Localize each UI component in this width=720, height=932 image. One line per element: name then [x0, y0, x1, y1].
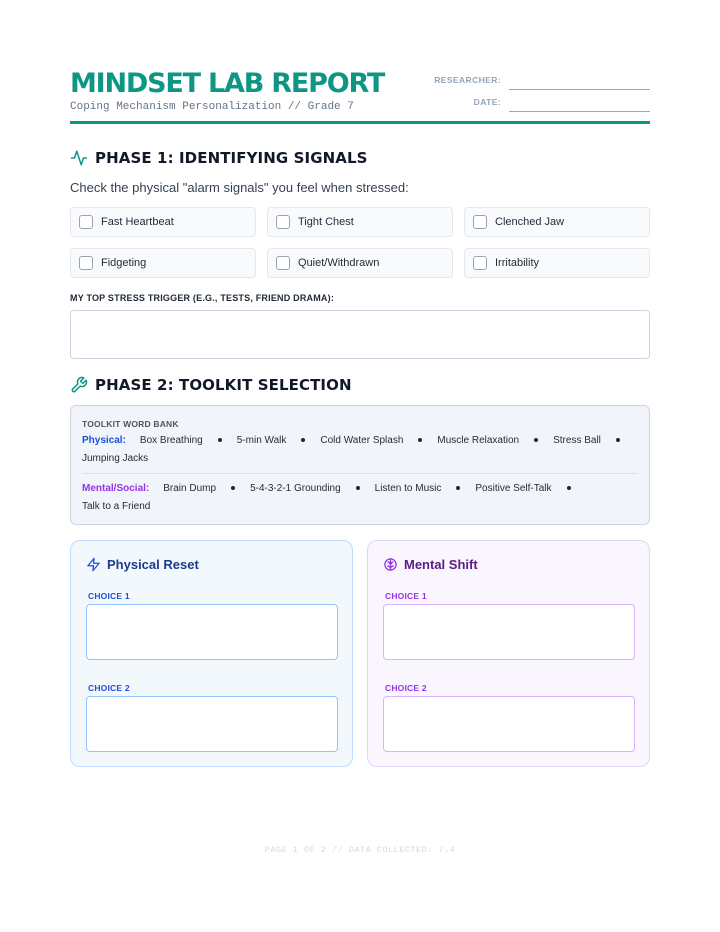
mental-choice-2-input[interactable]: [383, 696, 635, 752]
researcher-label: RESEARCHER:: [434, 75, 501, 85]
card-title: Mental Shift: [404, 556, 478, 572]
signal-label: Fidgeting: [101, 257, 147, 269]
date-field[interactable]: [509, 94, 650, 112]
trigger-input[interactable]: [70, 310, 650, 359]
signal-irritability[interactable]: [464, 248, 650, 278]
wrench-icon: [70, 376, 88, 394]
researcher-field[interactable]: [509, 72, 650, 90]
checkbox[interactable]: [79, 215, 93, 229]
word-bank-item: Cold Water Splash: [320, 435, 404, 446]
choice-2-label: CHOICE 2: [385, 683, 427, 693]
physical-category-label: Physical:: [82, 435, 126, 446]
header: [70, 68, 650, 126]
bullet-separator: [231, 486, 235, 490]
signal-label: Irritability: [495, 257, 540, 269]
phase2-heading: [70, 374, 352, 396]
word-bank-item: 5-4-3-2-1 Grounding: [250, 483, 341, 494]
phase1-instruction: Check the physical "alarm signals" you feel when stressed:: [70, 180, 409, 195]
bullet-separator: [567, 486, 571, 490]
choice-1-label: CHOICE 1: [385, 591, 427, 601]
word-bank-item: 5-min Walk: [236, 435, 287, 446]
card-header: [383, 555, 478, 573]
report-title: MINDSET LAB REPORT: [70, 68, 385, 99]
report-subtitle: Coping Mechanism Personalization // Grade 7: [70, 101, 354, 113]
lightning-icon: [86, 557, 101, 572]
bullet-separator: [301, 438, 305, 442]
word-bank-title: TOOLKIT WORD BANK: [82, 419, 179, 429]
page-footer: PAGE 1 OF 2 // DATA COLLECTED: 7.4: [264, 845, 456, 855]
date-row: [430, 94, 650, 112]
physical-choice-2-input[interactable]: [86, 696, 338, 752]
word-bank-divider: [82, 473, 638, 474]
card-title: Physical Reset: [107, 556, 199, 572]
trigger-label: MY TOP STRESS TRIGGER (E.G., TESTS, FRIEND DRAMA):: [70, 293, 335, 303]
signal-checklist: [70, 207, 650, 278]
bullet-separator: [356, 486, 360, 490]
header-divider: [70, 121, 650, 124]
signal-fidgeting[interactable]: [70, 248, 256, 278]
checkbox[interactable]: [473, 256, 487, 270]
mental-strategies-row: [82, 480, 638, 516]
toolkit-word-bank: [70, 405, 650, 525]
physical-choice-1-input[interactable]: [86, 604, 338, 660]
bullet-separator: [418, 438, 422, 442]
signal-fast-heartbeat[interactable]: [70, 207, 256, 237]
signal-label: Fast Heartbeat: [101, 216, 174, 228]
signal-clenched-jaw[interactable]: [464, 207, 650, 237]
checkbox[interactable]: [276, 256, 290, 270]
phase1-heading: [70, 147, 368, 169]
word-bank-item: Jumping Jacks: [82, 453, 149, 464]
mental-category-label: Mental/Social:: [82, 483, 150, 494]
bullet-separator: [218, 438, 222, 442]
word-bank-item: Talk to a Friend: [82, 501, 151, 512]
checkbox[interactable]: [473, 215, 487, 229]
word-bank-item: Brain Dump: [163, 483, 217, 494]
checkbox[interactable]: [79, 256, 93, 270]
signal-label: Tight Chest: [298, 216, 354, 228]
mental-shift-card: [367, 540, 650, 767]
word-bank-item: Box Breathing: [139, 435, 203, 446]
choice-2-label: CHOICE 2: [88, 683, 130, 693]
physical-strategies-row: [82, 432, 638, 468]
bullet-separator: [456, 486, 460, 490]
signal-label: Clenched Jaw: [495, 216, 565, 228]
checkbox[interactable]: [276, 215, 290, 229]
phase2-title: PHASE 2: TOOLKIT SELECTION: [95, 376, 352, 394]
signal-label: Quiet/Withdrawn: [298, 257, 380, 269]
date-label: DATE:: [473, 97, 501, 107]
word-bank-item: Listen to Music: [374, 483, 442, 494]
researcher-row: [430, 72, 650, 90]
signal-tight-chest[interactable]: [267, 207, 453, 237]
mental-choice-1-input[interactable]: [383, 604, 635, 660]
bullet-separator: [616, 438, 620, 442]
phase1-title: PHASE 1: IDENTIFYING SIGNALS: [95, 149, 368, 167]
word-bank-item: Muscle Relaxation: [437, 435, 520, 446]
choice-1-label: CHOICE 1: [88, 591, 130, 601]
word-bank-item: Positive Self-Talk: [475, 483, 552, 494]
worksheet-page: [70, 0, 650, 932]
brain-icon: [383, 557, 398, 572]
pulse-icon: [70, 149, 88, 167]
bullet-separator: [534, 438, 538, 442]
word-bank-item: Stress Ball: [553, 435, 601, 446]
signal-quiet-withdrawn[interactable]: [267, 248, 453, 278]
card-header: [86, 555, 199, 573]
physical-reset-card: [70, 540, 353, 767]
